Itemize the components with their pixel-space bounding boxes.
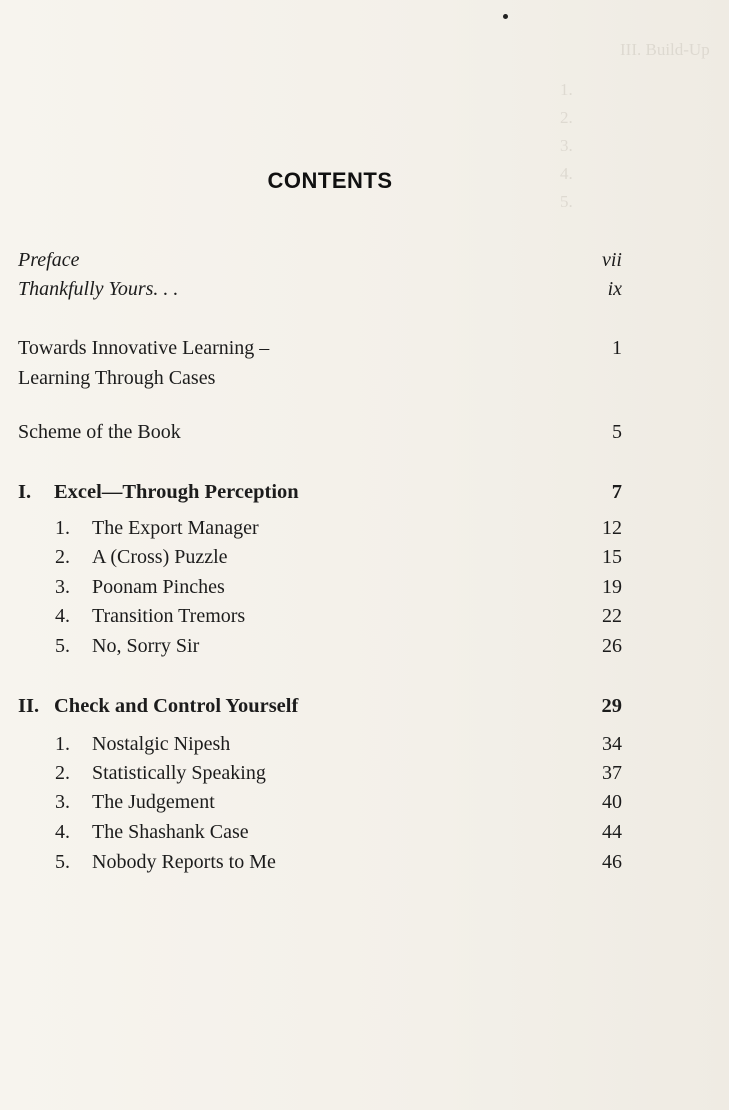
toc-chapter[interactable] — [55, 632, 622, 660]
chapter-title: The Judgement — [92, 791, 215, 813]
chapter-title: A (Cross) Puzzle — [92, 546, 228, 568]
entry-label-line2: Learning Through Cases — [18, 367, 216, 389]
ink-speck — [503, 14, 508, 19]
chapter-title: Nobody Reports to Me — [92, 851, 276, 873]
toc-chapter[interactable] — [55, 573, 622, 601]
entry-page: 5 — [612, 421, 622, 443]
toc-chapter[interactable] — [55, 788, 622, 816]
toc-entry-scheme[interactable] — [18, 418, 622, 446]
toc-part-1[interactable] — [18, 478, 622, 506]
part-page: 7 — [611, 481, 622, 503]
chapter-title: Nostalgic Nipesh — [92, 733, 231, 755]
toc-chapter[interactable] — [55, 730, 622, 758]
chapter-number: 5. — [55, 635, 70, 657]
entry-page: vii — [602, 249, 622, 271]
chapter-number: 5. — [55, 851, 70, 873]
toc-entry-preface[interactable] — [18, 246, 622, 274]
book-page: III. Build-Up 1. 2. 3. 4. 5. CONTENTS Preface vii Thankfully Yours. . . ix Towards Innovative Learning – 1 Learning Through Cases Scheme of the Book 5 I. Excel—Through Perception 7 1. The Export Manager 12 2. A (Cross) Puzzle 15 3. Poonam Pinches 19 4. Transition Tremors 22 5. No, Sorry Sir 26 II. Check and Control Yourself 29 1. Nostalgic Nipesh 34 2. Statistically Speaking 37 3. The Judgement 40 4. The Shashank Case 44 5. Nobody Reports to Me 46 — [0, 0, 729, 1110]
chapter-page: 44 — [602, 821, 622, 843]
contents-title: CONTENTS — [267, 168, 393, 193]
chapter-page: 15 — [602, 546, 622, 568]
chapter-page: 22 — [602, 605, 622, 627]
chapter-page: 37 — [602, 762, 622, 784]
chapter-number: 1. — [55, 733, 70, 755]
chapter-page: 19 — [602, 576, 622, 598]
chapter-page: 46 — [602, 851, 622, 873]
chapter-number: 4. — [55, 821, 70, 843]
toc-chapter[interactable] — [55, 543, 622, 571]
chapter-page: 26 — [602, 635, 622, 657]
chapter-page: 40 — [602, 791, 622, 813]
toc-chapter[interactable] — [55, 759, 622, 787]
part-page: 29 — [601, 695, 622, 717]
chapter-number: 4. — [55, 605, 70, 627]
chapter-title: Transition Tremors — [92, 605, 246, 627]
entry-label: Preface — [18, 249, 80, 271]
toc-chapter[interactable] — [55, 848, 622, 876]
chapter-number: 3. — [55, 576, 70, 598]
entry-label-line1: Towards Innovative Learning – — [18, 337, 270, 359]
chapter-number: 2. — [55, 762, 70, 784]
chapter-number: 2. — [55, 546, 70, 568]
chapter-number: 1. — [55, 517, 70, 539]
entry-page: ix — [607, 278, 622, 300]
chapter-title: Statistically Speaking — [92, 762, 266, 784]
toc-entry-intro[interactable] — [18, 334, 622, 362]
chapter-title: The Shashank Case — [92, 821, 249, 843]
toc-entry-thankfully-yours[interactable] — [18, 275, 622, 303]
part-number: II. — [18, 695, 40, 717]
toc-part-2[interactable] — [18, 692, 622, 720]
chapter-page: 34 — [602, 733, 622, 755]
entry-page: 1 — [612, 337, 622, 359]
toc-entry-intro-continued — [18, 364, 622, 392]
chapter-title: Poonam Pinches — [92, 576, 225, 598]
toc-chapter[interactable] — [55, 602, 622, 630]
entry-label: Thankfully Yours. . . — [18, 278, 179, 300]
chapter-page: 12 — [602, 517, 622, 539]
entry-label: Scheme of the Book — [18, 421, 181, 443]
toc-chapter[interactable] — [55, 514, 622, 542]
chapter-title: No, Sorry Sir — [92, 635, 200, 657]
chapter-number: 3. — [55, 791, 70, 813]
chapter-title: The Export Manager — [92, 517, 259, 539]
part-title: Excel—Through Perception — [54, 481, 299, 503]
part-title: Check and Control Yourself — [54, 695, 299, 717]
toc-chapter[interactable] — [55, 818, 622, 846]
part-number: I. — [18, 481, 32, 503]
